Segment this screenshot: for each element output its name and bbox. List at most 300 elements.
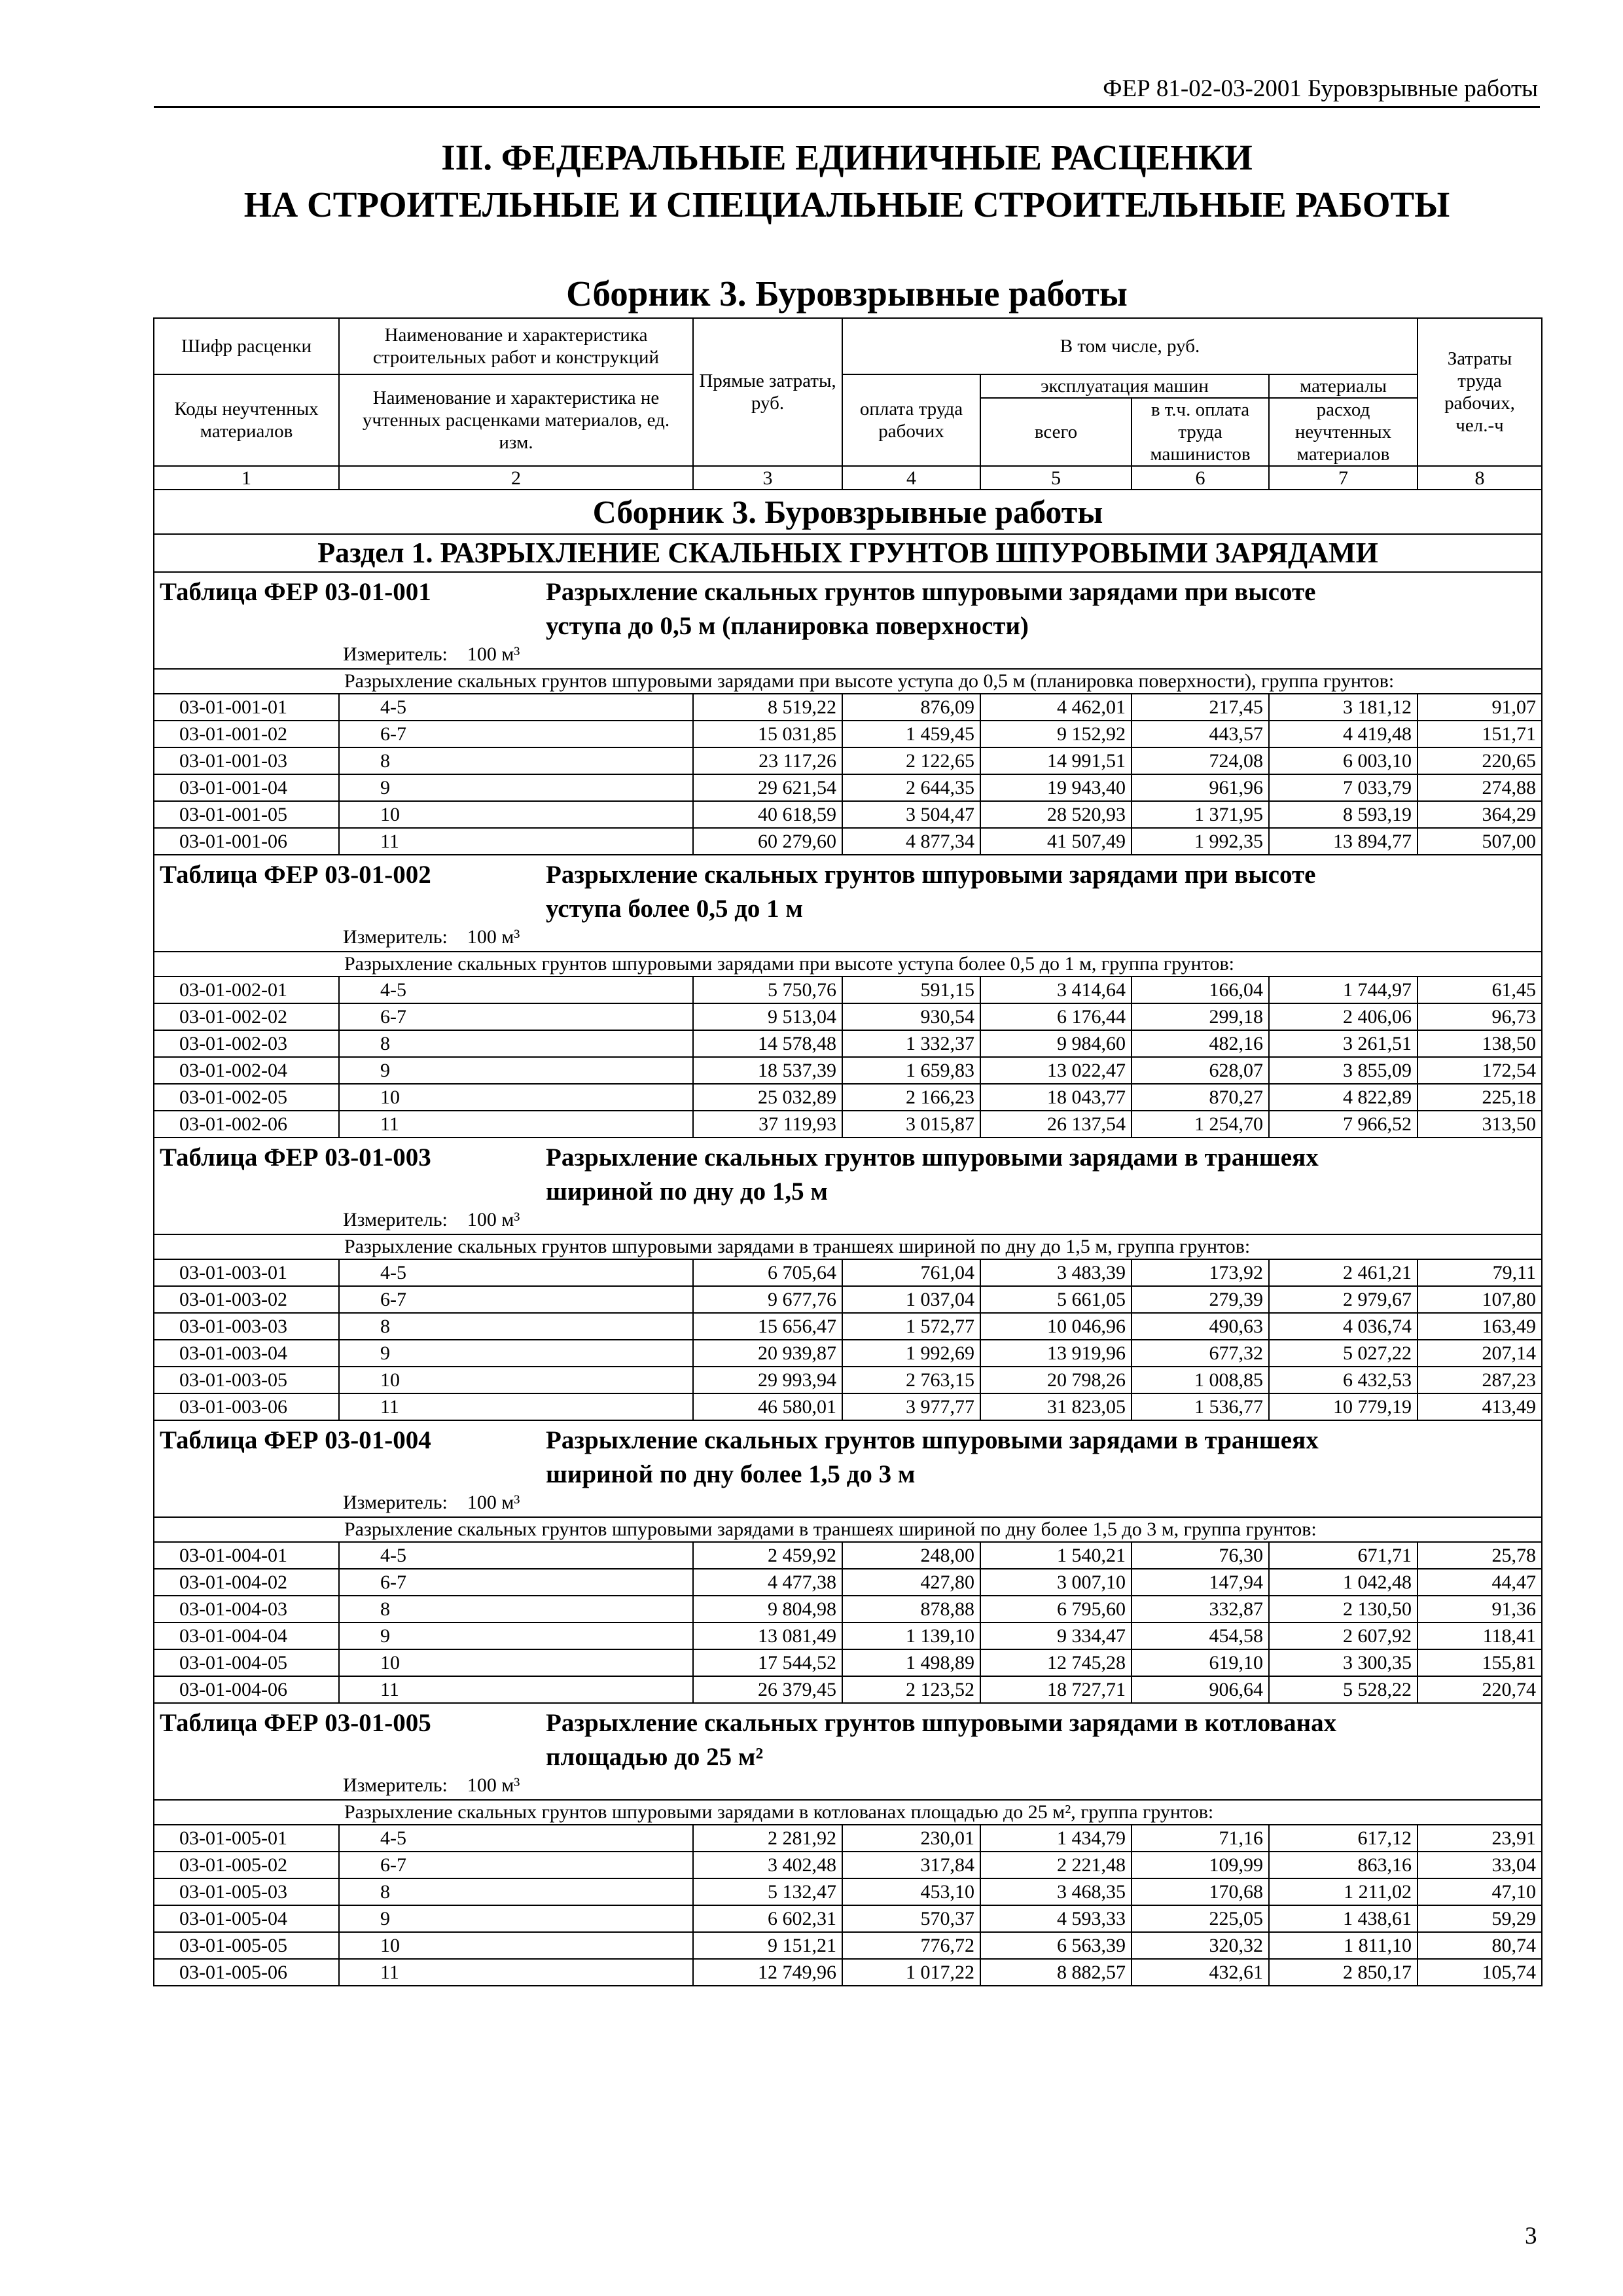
column-number: 5 <box>980 466 1132 490</box>
value-cell: 317,84 <box>842 1852 980 1878</box>
value-cell: 172,54 <box>1418 1057 1542 1084</box>
value-cell: 299,18 <box>1132 1003 1269 1030</box>
rate-code: 03-01-001-02 <box>154 721 339 747</box>
value-cell: 220,65 <box>1418 747 1542 774</box>
value-cell: 18 727,71 <box>980 1676 1132 1703</box>
rate-code: 03-01-003-02 <box>154 1286 339 1313</box>
value-cell: 1 992,69 <box>842 1340 980 1367</box>
value-cell: 61,45 <box>1418 977 1542 1003</box>
value-cell: 29 621,54 <box>693 774 842 801</box>
value-cell: 79,11 <box>1418 1259 1542 1286</box>
value-cell: 105,74 <box>1418 1959 1542 1986</box>
table-title-grid <box>160 1706 1536 1774</box>
value-cell: 287,23 <box>1418 1367 1542 1393</box>
value-cell: 15 031,85 <box>693 721 842 747</box>
soil-group: 10 <box>339 1367 693 1393</box>
value-cell: 761,04 <box>842 1259 980 1286</box>
value-cell: 4 822,89 <box>1269 1084 1418 1111</box>
table-title-cell <box>154 572 1542 669</box>
value-cell: 15 656,47 <box>693 1313 842 1340</box>
rate-code: 03-01-004-03 <box>154 1596 339 1623</box>
value-cell: 1 459,45 <box>842 721 980 747</box>
value-cell: 1 037,04 <box>842 1286 980 1313</box>
soil-group: 9 <box>339 1905 693 1932</box>
value-cell: 6 563,39 <box>980 1932 1132 1959</box>
soil-group: 4-5 <box>339 1542 693 1569</box>
value-cell: 1 371,95 <box>1132 801 1269 828</box>
table-title: Разрыхление скальных грунтов шпуровыми зарядами в траншеях шириной по дну до 1,5 м <box>546 1143 1319 1206</box>
soil-group: 11 <box>339 1393 693 1420</box>
table-title-grid <box>160 858 1536 926</box>
header-materials-unaccounted: расход неучтенных материалов <box>1269 398 1418 466</box>
soil-group: 11 <box>339 1111 693 1138</box>
value-cell: 2 406,06 <box>1269 1003 1418 1030</box>
meter-unit: 100 м³ <box>467 1492 520 1513</box>
value-cell: 230,01 <box>842 1825 980 1852</box>
value-cell: 12 749,96 <box>693 1959 842 1986</box>
value-cell: 25,78 <box>1418 1542 1542 1569</box>
table-row <box>154 747 1542 774</box>
header-labor-cost: Затраты труда рабочих, чел.-ч <box>1418 318 1542 466</box>
rate-code: 03-01-003-06 <box>154 1393 339 1420</box>
table-title-grid <box>160 575 1536 643</box>
rate-code: 03-01-004-06 <box>154 1676 339 1703</box>
value-cell: 6 432,53 <box>1269 1367 1418 1393</box>
value-cell: 13 894,77 <box>1269 828 1418 855</box>
soil-group: 4-5 <box>339 977 693 1003</box>
table-title-cell <box>154 1138 1542 1234</box>
value-cell: 18 043,77 <box>980 1084 1132 1111</box>
value-cell: 41 507,49 <box>980 828 1132 855</box>
value-cell: 33,04 <box>1418 1852 1542 1878</box>
table-row <box>154 1852 1542 1878</box>
value-cell: 1 332,37 <box>842 1030 980 1057</box>
rate-code: 03-01-001-01 <box>154 694 339 721</box>
value-cell: 10 046,96 <box>980 1313 1132 1340</box>
rate-code: 03-01-004-02 <box>154 1569 339 1596</box>
collection-row <box>154 490 1542 534</box>
value-cell: 1 211,02 <box>1269 1878 1418 1905</box>
value-cell: 3 977,77 <box>842 1393 980 1420</box>
value-cell: 9 677,76 <box>693 1286 842 1313</box>
rate-code: 03-01-005-03 <box>154 1878 339 1905</box>
value-cell: 26 137,54 <box>980 1111 1132 1138</box>
value-cell: 248,00 <box>842 1542 980 1569</box>
soil-group: 9 <box>339 1340 693 1367</box>
value-cell: 671,71 <box>1269 1542 1418 1569</box>
header-machines-total: всего <box>980 398 1132 466</box>
value-cell: 2 221,48 <box>980 1852 1132 1878</box>
meter-label: Измеритель: <box>343 1209 448 1230</box>
table-description: Разрыхление скальных грунтов шпуровыми зарядами в траншеях шириной по дну до 1,5 м, группа грунтов: <box>154 1234 1542 1259</box>
soil-group: 6-7 <box>339 1852 693 1878</box>
value-cell: 4 477,38 <box>693 1569 842 1596</box>
value-cell: 3 181,12 <box>1269 694 1418 721</box>
description-row <box>154 1800 1542 1825</box>
value-cell: 5 027,22 <box>1269 1340 1418 1367</box>
table-row <box>154 1649 1542 1676</box>
value-cell: 443,57 <box>1132 721 1269 747</box>
soil-group: 8 <box>339 1030 693 1057</box>
value-cell: 279,39 <box>1132 1286 1269 1313</box>
soil-group: 9 <box>339 1623 693 1649</box>
rate-code: 03-01-004-01 <box>154 1542 339 1569</box>
table-row <box>154 1878 1542 1905</box>
rate-code: 03-01-002-02 <box>154 1003 339 1030</box>
rate-code: 03-01-005-06 <box>154 1959 339 1986</box>
header-code: Шифр расценки <box>154 318 339 374</box>
value-cell: 2 281,92 <box>693 1825 842 1852</box>
value-cell: 454,58 <box>1132 1623 1269 1649</box>
value-cell: 5 661,05 <box>980 1286 1132 1313</box>
value-cell: 220,74 <box>1418 1676 1542 1703</box>
soil-group: 8 <box>339 1596 693 1623</box>
value-cell: 1 811,10 <box>1269 1932 1418 1959</box>
meter <box>160 926 1536 948</box>
value-cell: 23 117,26 <box>693 747 842 774</box>
soil-group: 6-7 <box>339 1003 693 1030</box>
table-header <box>154 318 1542 466</box>
soil-group: 10 <box>339 1649 693 1676</box>
value-cell: 207,14 <box>1418 1340 1542 1367</box>
value-cell: 7 033,79 <box>1269 774 1418 801</box>
soil-group: 11 <box>339 1676 693 1703</box>
table-row <box>154 1905 1542 1932</box>
value-cell: 591,15 <box>842 977 980 1003</box>
meter <box>160 1209 1536 1231</box>
table-row <box>154 1084 1542 1111</box>
value-cell: 217,45 <box>1132 694 1269 721</box>
table-title-grid <box>160 1141 1536 1209</box>
value-cell: 3 483,39 <box>980 1259 1132 1286</box>
value-cell: 60 279,60 <box>693 828 842 855</box>
table-row <box>154 1030 1542 1057</box>
value-cell: 19 943,40 <box>980 774 1132 801</box>
value-cell: 5 750,76 <box>693 977 842 1003</box>
section-row <box>154 534 1542 572</box>
table-row <box>154 721 1542 747</box>
header-rule <box>154 106 1540 108</box>
soil-group: 11 <box>339 1959 693 1986</box>
table-title: Разрыхление скальных грунтов шпуровыми зарядами в котлованах площадью до 25 м² <box>546 1709 1337 1771</box>
table-description: Разрыхление скальных грунтов шпуровыми зарядами при высоте уступа более 0,5 до 1 м, группа грунтов: <box>154 952 1542 977</box>
value-cell: 8 519,22 <box>693 694 842 721</box>
value-cell: 332,87 <box>1132 1596 1269 1623</box>
value-cell: 147,94 <box>1132 1569 1269 1596</box>
value-cell: 961,96 <box>1132 774 1269 801</box>
value-cell: 151,71 <box>1418 721 1542 747</box>
table-title-cell <box>154 855 1542 952</box>
rate-code: 03-01-003-03 <box>154 1313 339 1340</box>
value-cell: 44,47 <box>1418 1569 1542 1596</box>
value-cell: 14 578,48 <box>693 1030 842 1057</box>
rates-table <box>153 317 1543 1986</box>
value-cell: 118,41 <box>1418 1623 1542 1649</box>
value-cell: 25 032,89 <box>693 1084 842 1111</box>
rate-code: 03-01-002-06 <box>154 1111 339 1138</box>
column-number: 1 <box>154 466 339 490</box>
table-row <box>154 1340 1542 1367</box>
table-row <box>154 1111 1542 1138</box>
rate-code: 03-01-001-04 <box>154 774 339 801</box>
value-cell: 1 139,10 <box>842 1623 980 1649</box>
value-cell: 9 334,47 <box>980 1623 1132 1649</box>
value-cell: 427,80 <box>842 1569 980 1596</box>
value-cell: 59,29 <box>1418 1905 1542 1932</box>
value-cell: 3 468,35 <box>980 1878 1132 1905</box>
value-cell: 1 536,77 <box>1132 1393 1269 1420</box>
soil-group: 10 <box>339 1932 693 1959</box>
value-cell: 1 254,70 <box>1132 1111 1269 1138</box>
table-title-cell <box>154 1703 1542 1800</box>
table-row <box>154 1676 1542 1703</box>
value-cell: 166,04 <box>1132 977 1269 1003</box>
value-cell: 1 540,21 <box>980 1542 1132 1569</box>
value-cell: 9 151,21 <box>693 1932 842 1959</box>
value-cell: 31 823,05 <box>980 1393 1132 1420</box>
value-cell: 23,91 <box>1418 1825 1542 1852</box>
column-number: 2 <box>339 466 693 490</box>
description-row <box>154 952 1542 977</box>
table-code: Таблица ФЕР 03-01-001 <box>160 578 431 606</box>
value-cell: 3 402,48 <box>693 1852 842 1878</box>
soil-group: 9 <box>339 1057 693 1084</box>
column-number: 8 <box>1418 466 1542 490</box>
table-row <box>154 1313 1542 1340</box>
value-cell: 20 939,87 <box>693 1340 842 1367</box>
table-code: Таблица ФЕР 03-01-002 <box>160 861 431 889</box>
meter-label: Измеритель: <box>343 1774 448 1796</box>
value-cell: 863,16 <box>1269 1852 1418 1878</box>
table-title-row <box>154 1138 1542 1234</box>
meter-unit: 100 м³ <box>467 1209 520 1230</box>
value-cell: 677,32 <box>1132 1340 1269 1367</box>
table-row <box>154 1542 1542 1569</box>
table-title: Разрыхление скальных грунтов шпуровыми зарядами при высоте уступа до 0,5 м (планировка поверхности) <box>546 578 1316 640</box>
value-cell: 46 580,01 <box>693 1393 842 1420</box>
meter <box>160 1492 1536 1514</box>
column-number: 7 <box>1269 466 1418 490</box>
meter-unit: 100 м³ <box>467 926 520 948</box>
soil-group: 11 <box>339 828 693 855</box>
value-cell: 170,68 <box>1132 1878 1269 1905</box>
value-cell: 1 992,35 <box>1132 828 1269 855</box>
value-cell: 432,61 <box>1132 1959 1269 1986</box>
table-row <box>154 1259 1542 1286</box>
column-number: 3 <box>693 466 842 490</box>
value-cell: 2 122,65 <box>842 747 980 774</box>
table-body <box>154 466 1542 1986</box>
value-cell: 6 176,44 <box>980 1003 1132 1030</box>
value-cell: 1 659,83 <box>842 1057 980 1084</box>
value-cell: 47,10 <box>1418 1878 1542 1905</box>
value-cell: 173,92 <box>1132 1259 1269 1286</box>
table-row <box>154 1003 1542 1030</box>
value-cell: 4 419,48 <box>1269 721 1418 747</box>
value-cell: 40 618,59 <box>693 801 842 828</box>
table-title-cell <box>154 1420 1542 1517</box>
soil-group: 10 <box>339 1084 693 1111</box>
rate-code: 03-01-005-04 <box>154 1905 339 1932</box>
rate-code: 03-01-002-05 <box>154 1084 339 1111</box>
header-including: В том числе, руб. <box>842 318 1418 374</box>
value-cell: 2 607,92 <box>1269 1623 1418 1649</box>
value-cell: 507,00 <box>1418 828 1542 855</box>
value-cell: 3 414,64 <box>980 977 1132 1003</box>
value-cell: 2 130,50 <box>1269 1596 1418 1623</box>
value-cell: 138,50 <box>1418 1030 1542 1057</box>
rate-code: 03-01-005-05 <box>154 1932 339 1959</box>
soil-group: 4-5 <box>339 1259 693 1286</box>
table-row <box>154 1393 1542 1420</box>
rate-code: 03-01-002-03 <box>154 1030 339 1057</box>
value-cell: 413,49 <box>1418 1393 1542 1420</box>
value-cell: 878,88 <box>842 1596 980 1623</box>
value-cell: 619,10 <box>1132 1649 1269 1676</box>
meter-unit: 100 м³ <box>467 643 520 665</box>
value-cell: 8 593,19 <box>1269 801 1418 828</box>
value-cell: 3 015,87 <box>842 1111 980 1138</box>
value-cell: 1 017,22 <box>842 1959 980 1986</box>
table-row <box>154 1057 1542 1084</box>
value-cell: 5 528,22 <box>1269 1676 1418 1703</box>
value-cell: 12 745,28 <box>980 1649 1132 1676</box>
value-cell: 29 993,94 <box>693 1367 842 1393</box>
rate-code: 03-01-004-04 <box>154 1623 339 1649</box>
value-cell: 28 520,93 <box>980 801 1132 828</box>
value-cell: 617,12 <box>1269 1825 1418 1852</box>
value-cell: 1 438,61 <box>1269 1905 1418 1932</box>
header-machines-labor: в т.ч. оплата труда машинистов <box>1132 398 1269 466</box>
table-row <box>154 1569 1542 1596</box>
description-row <box>154 669 1542 694</box>
value-cell: 9 984,60 <box>980 1030 1132 1057</box>
value-cell: 453,10 <box>842 1878 980 1905</box>
value-cell: 776,72 <box>842 1932 980 1959</box>
value-cell: 482,16 <box>1132 1030 1269 1057</box>
value-cell: 6 003,10 <box>1269 747 1418 774</box>
header-materials: материалы <box>1269 374 1418 398</box>
value-cell: 163,49 <box>1418 1313 1542 1340</box>
soil-group: 6-7 <box>339 1569 693 1596</box>
table-code: Таблица ФЕР 03-01-004 <box>160 1426 431 1454</box>
value-cell: 570,37 <box>842 1905 980 1932</box>
value-cell: 10 779,19 <box>1269 1393 1418 1420</box>
header-codes-unaccounted: Коды неучтенных материалов <box>154 374 339 466</box>
value-cell: 37 119,93 <box>693 1111 842 1138</box>
meter-label: Измеритель: <box>343 926 448 948</box>
value-cell: 3 007,10 <box>980 1569 1132 1596</box>
meter-label: Измеритель: <box>343 643 448 665</box>
value-cell: 107,80 <box>1418 1286 1542 1313</box>
value-cell: 876,09 <box>842 694 980 721</box>
table-description: Разрыхление скальных грунтов шпуровыми зарядами в котлованах площадью до 25 м², группа грунтов: <box>154 1800 1542 1825</box>
table-code: Таблица ФЕР 03-01-005 <box>160 1709 431 1737</box>
value-cell: 8 882,57 <box>980 1959 1132 1986</box>
table-code: Таблица ФЕР 03-01-003 <box>160 1143 431 1172</box>
value-cell: 4 036,74 <box>1269 1313 1418 1340</box>
value-cell: 91,36 <box>1418 1596 1542 1623</box>
value-cell: 1 572,77 <box>842 1313 980 1340</box>
table-title-row <box>154 1703 1542 1800</box>
table-title-row <box>154 1420 1542 1517</box>
table-row <box>154 1959 1542 1986</box>
table-row <box>154 801 1542 828</box>
value-cell: 71,16 <box>1132 1825 1269 1852</box>
value-cell: 4 877,34 <box>842 828 980 855</box>
value-cell: 7 966,52 <box>1269 1111 1418 1138</box>
value-cell: 2 123,52 <box>842 1676 980 1703</box>
value-cell: 3 300,35 <box>1269 1649 1418 1676</box>
table-row <box>154 1596 1542 1623</box>
table-row <box>154 774 1542 801</box>
value-cell: 930,54 <box>842 1003 980 1030</box>
table-row <box>154 1623 1542 1649</box>
value-cell: 13 081,49 <box>693 1623 842 1649</box>
value-cell: 6 705,64 <box>693 1259 842 1286</box>
value-cell: 91,07 <box>1418 694 1542 721</box>
value-cell: 6 602,31 <box>693 1905 842 1932</box>
rate-code: 03-01-003-04 <box>154 1340 339 1367</box>
value-cell: 2 644,35 <box>842 774 980 801</box>
value-cell: 2 850,17 <box>1269 1959 1418 1986</box>
meter-label: Измеритель: <box>343 1492 448 1513</box>
value-cell: 4 462,01 <box>980 694 1132 721</box>
description-row <box>154 1517 1542 1542</box>
table-description: Разрыхление скальных грунтов шпуровыми зарядами в траншеях шириной по дну более 1,5 до 3 м, группа грунтов: <box>154 1517 1542 1542</box>
value-cell: 320,32 <box>1132 1932 1269 1959</box>
table-title-grid <box>160 1424 1536 1492</box>
table-description: Разрыхление скальных грунтов шпуровыми зарядами при высоте уступа до 0,5 м (планировка поверхности), группа грунтов: <box>154 669 1542 694</box>
value-cell: 155,81 <box>1418 1649 1542 1676</box>
page-number: 3 <box>1525 2223 1537 2250</box>
main-title-line-2: НА СТРОИТЕЛЬНЫЕ И СПЕЦИАЛЬНЫЕ СТРОИТЕЛЬНЫЕ РАБОТЫ <box>243 185 1450 224</box>
collection-title: Сборник 3. Буровзрывные работы <box>566 274 1128 314</box>
value-cell: 2 763,15 <box>842 1367 980 1393</box>
value-cell: 1 744,97 <box>1269 977 1418 1003</box>
value-cell: 3 504,47 <box>842 801 980 828</box>
value-cell: 628,07 <box>1132 1057 1269 1084</box>
value-cell: 2 461,21 <box>1269 1259 1418 1286</box>
value-cell: 26 379,45 <box>693 1676 842 1703</box>
value-cell: 313,50 <box>1418 1111 1542 1138</box>
value-cell: 1 042,48 <box>1269 1569 1418 1596</box>
header-direct: Прямые затраты, руб. <box>693 318 842 466</box>
value-cell: 3 855,09 <box>1269 1057 1418 1084</box>
table-title: Разрыхление скальных грунтов шпуровыми зарядами при высоте уступа более 0,5 до 1 м <box>546 861 1316 923</box>
header-labor-pay: оплата труда рабочих <box>842 374 980 466</box>
meter <box>160 1774 1536 1797</box>
header-name: Наименование и характеристика строительных работ и конструкций <box>339 318 693 374</box>
table-row <box>154 828 1542 855</box>
soil-group: 9 <box>339 774 693 801</box>
soil-group: 4-5 <box>339 1825 693 1852</box>
value-cell: 2 166,23 <box>842 1084 980 1111</box>
value-cell: 9 804,98 <box>693 1596 842 1623</box>
meter-unit: 100 м³ <box>467 1774 520 1796</box>
value-cell: 6 795,60 <box>980 1596 1132 1623</box>
soil-group: 8 <box>339 747 693 774</box>
main-title-line-1: III. ФЕДЕРАЛЬНЫЕ ЕДИНИЧНЫЕ РАСЦЕНКИ <box>441 137 1253 177</box>
soil-group: 10 <box>339 801 693 828</box>
value-cell: 364,29 <box>1418 801 1542 828</box>
table-title: Разрыхление скальных грунтов шпуровыми зарядами в траншеях шириной по дну более 1,5 до 3 м <box>546 1426 1319 1488</box>
value-cell: 3 261,51 <box>1269 1030 1418 1057</box>
soil-group: 8 <box>339 1878 693 1905</box>
section-title: Раздел 1. РАЗРЫХЛЕНИЕ СКАЛЬНЫХ ГРУНТОВ ШПУРОВЫМИ ЗАРЯДАМИ <box>154 534 1542 572</box>
table-row <box>154 1286 1542 1313</box>
table-row <box>154 1367 1542 1393</box>
